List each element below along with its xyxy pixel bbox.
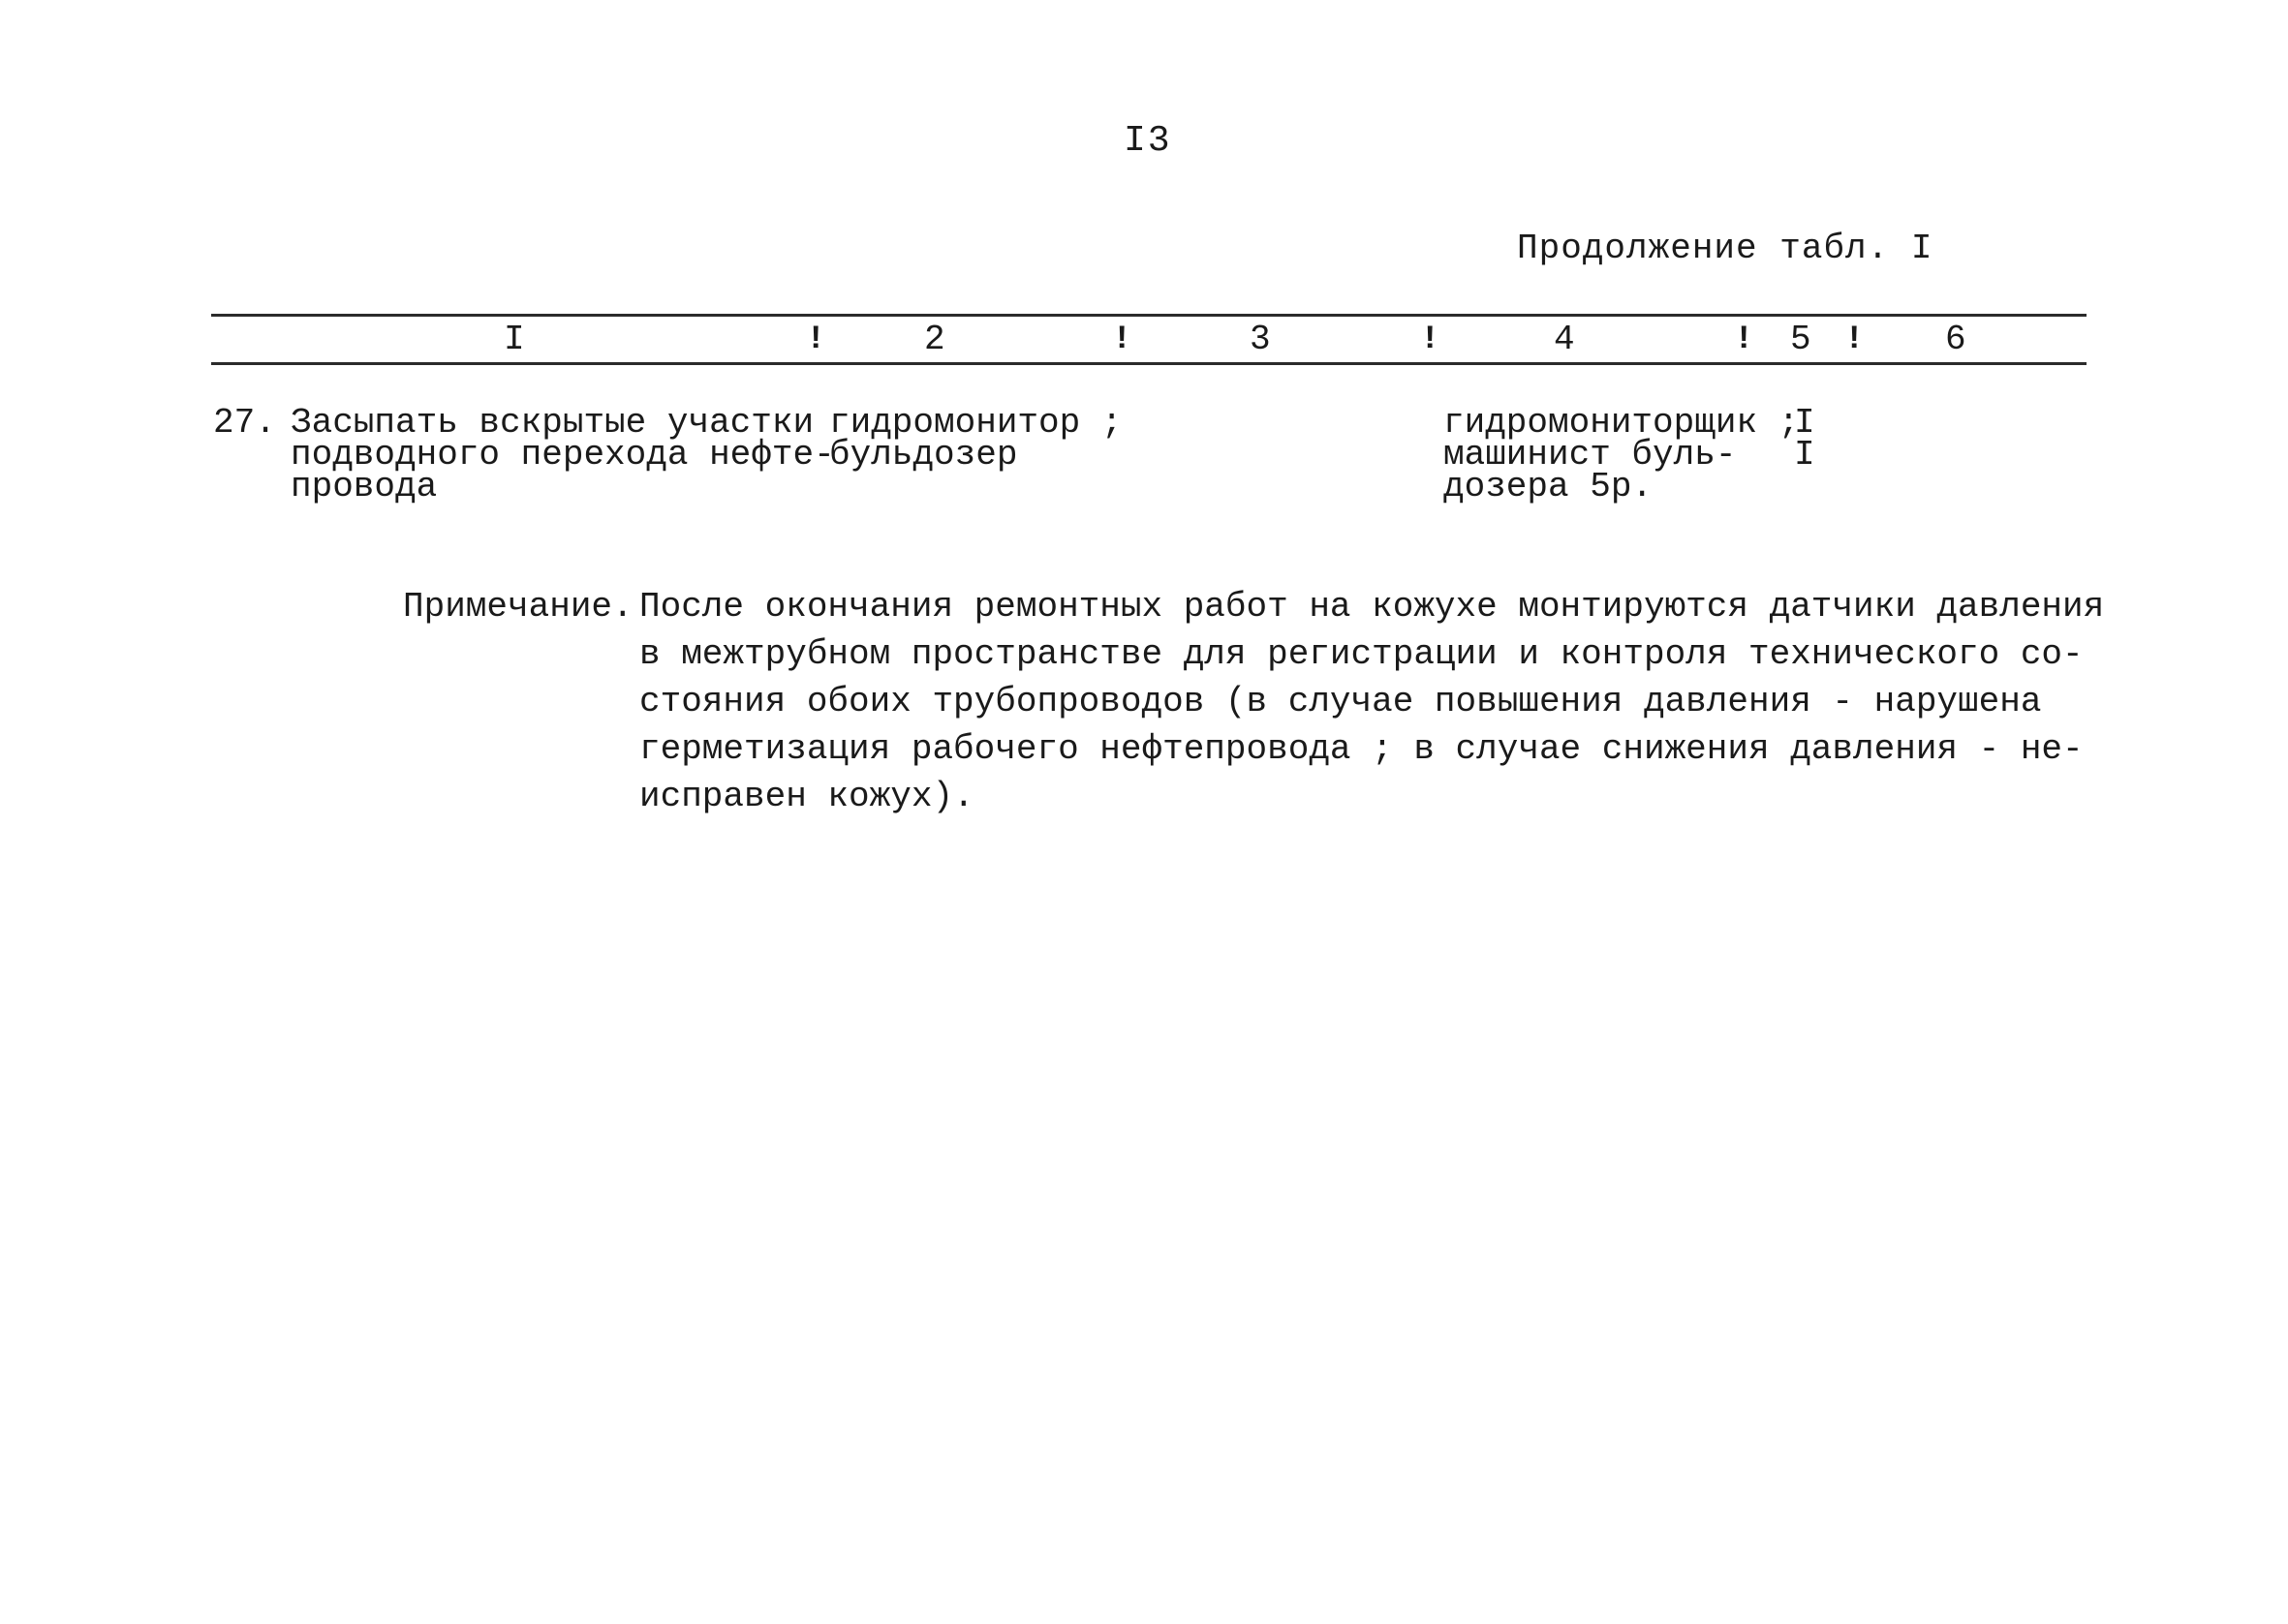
row-description-line: провода [291,467,438,506]
row-workers-line: машинист буль- [1443,435,1737,475]
column-header-4: 4 [1554,320,1575,359]
column-separator: ! [1112,322,1132,358]
table-header-rule [211,362,2087,365]
row-description-line: подводного перехода нефте- [291,435,835,475]
column-header-1: I [504,320,525,359]
table-continuation-label: Продолжение табл. I [1517,229,1933,268]
row-equipment-line: гидромонитор ; [829,403,1123,443]
row-equipment-line: бульдозер [829,435,1018,475]
note-line: в межтрубном пространстве для регистрации и контроля технического со- [639,634,2084,674]
column-header-3: 3 [1250,320,1271,359]
row-workers-line: дозера 5р. [1443,467,1654,506]
column-separator: ! [806,322,826,358]
page-number: I3 [1124,120,1172,162]
row-number: 27. [213,403,276,443]
note-label: Примечание. [403,587,634,627]
column-header-6: 6 [1945,320,1966,359]
column-separator: ! [1844,322,1865,358]
column-separator: ! [1734,322,1754,358]
row-description-line: Засыпать вскрытые участки [291,403,815,443]
table-top-rule [211,314,2087,317]
row-workers-line: гидромониторщик ; [1443,403,1800,443]
note-line: герметизация рабочего нефтепровода ; в случае снижения давления - не- [639,729,2084,769]
column-header-2: 2 [924,320,945,359]
note-line: После окончания ремонтных работ на кожухе монтируются датчики давления [639,587,2105,627]
note-line: исправен кожух). [639,777,974,816]
row-count-line: I [1794,403,1815,443]
note-line: стояния обоих трубопроводов (в случае повышения давления - нарушена [639,682,2042,721]
column-header-5: 5 [1790,320,1811,359]
row-count-line: I [1794,435,1815,475]
column-separator: ! [1420,322,1440,358]
